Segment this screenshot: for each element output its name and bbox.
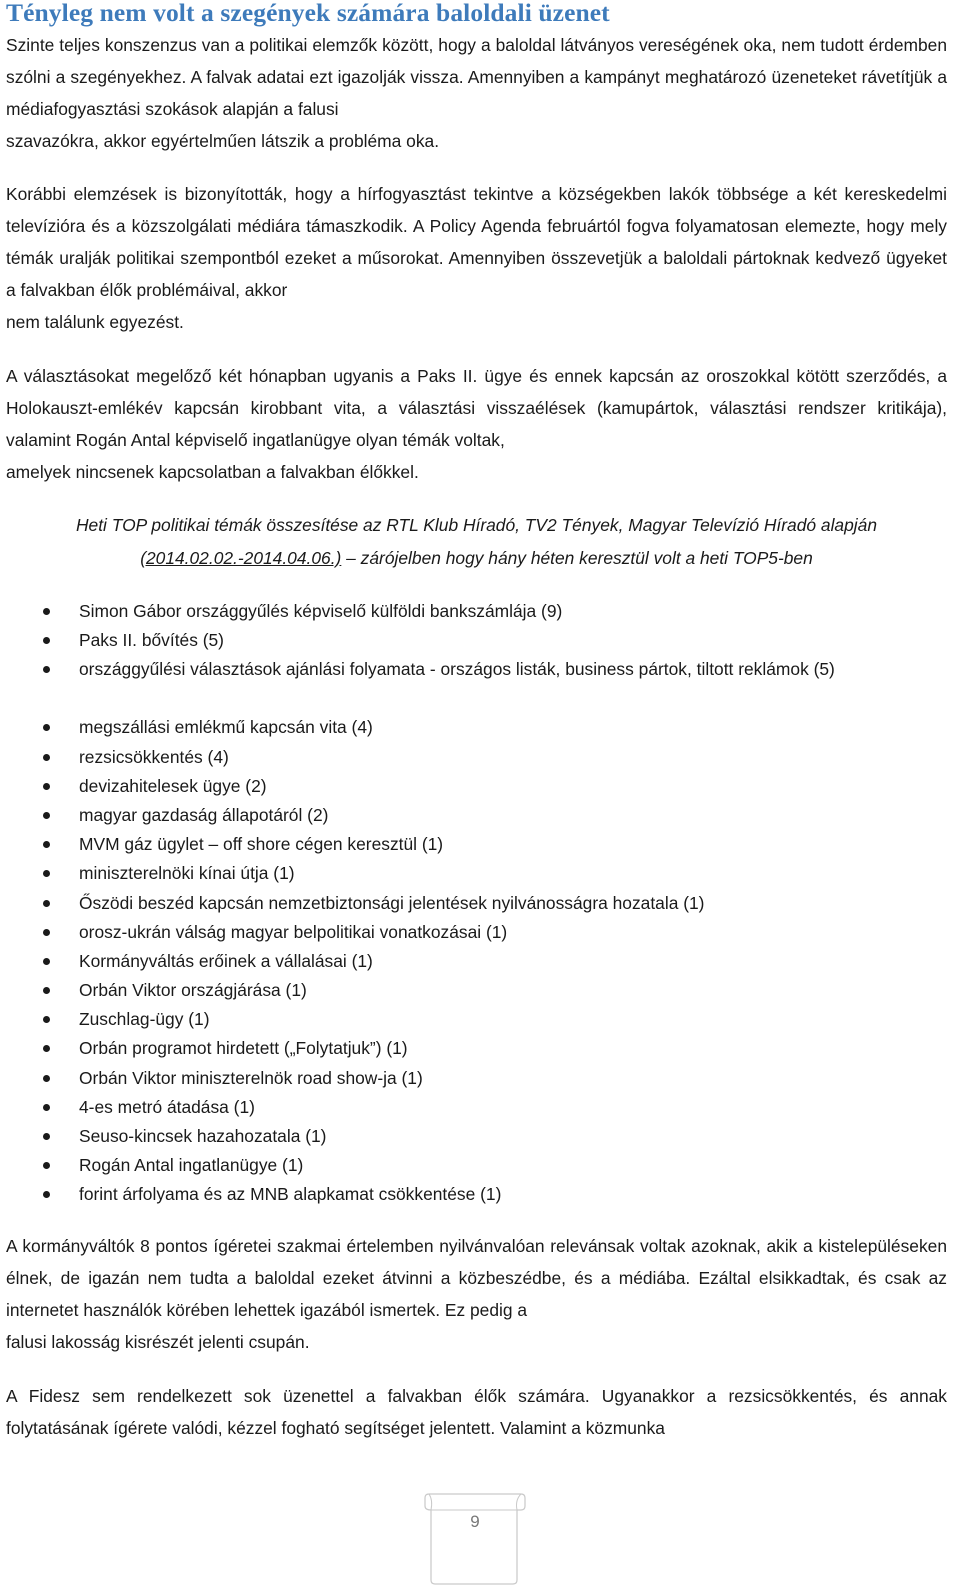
paragraph-2-last-line: nem találunk egyezést. (6, 312, 184, 332)
list-item: Simon Gábor országgyűlés képviselő külföldi bankszámlája (9) (0, 597, 900, 626)
list-item: rezsicsökkentés (4) (0, 743, 900, 772)
list-item: forint árfolyama és az MNB alapkamat csökkentése (1) (0, 1180, 900, 1209)
paragraph-3-last-line: amelyek nincsenek kapcsolatban a falvakban élőkkel. (6, 462, 419, 482)
scroll-ornament-icon (421, 1492, 529, 1585)
paragraph-3 (6, 360, 947, 488)
paragraph-4-last-line: falusi lakosság kisrészét jelenti csupán. (6, 1332, 310, 1352)
list-item: Rogán Antal ingatlanügye (1) (0, 1151, 900, 1180)
paragraph-3-body: A választásokat megelőző két hónapban ugyanis a Paks II. ügye és ennek kapcsán az oroszokkal kötött szerződés, a Holokauszt-emlékév kapcsán kirobbant vita, a választási visszaélések (kamupártok, választási rendszer kritikája), valamint Rogán Antal képviselő ingatlanügye olyan témák voltak, (6, 366, 947, 450)
paragraph-1-body: Szinte teljes konszenzus van a politikai elemzők között, hogy a baloldal látványos vereségének oka, nem tudott érdemben szólni a szegényekhez. A falvak adatai ezt igazolják vissza. Amennyiben a kampányt meghatározó üzeneteket rávetítjük a médiafogyasztási szokások alapján a falusi (6, 35, 947, 119)
list-item: Seuso-kincsek hazahozatala (1) (0, 1122, 900, 1151)
list-item: devizahitelesek ügye (2) (0, 772, 900, 801)
list-caption (6, 509, 947, 575)
page-number: 9 (470, 1512, 480, 1531)
list-item: Paks II. bővítés (5) (0, 626, 900, 655)
caption-line-1: Heti TOP politikai témák összesítése az RTL Klub Híradó, TV2 Tények, Magyar Televízió Híradó alapján (76, 515, 877, 535)
list-item: Zuschlag-ügy (1) (0, 1005, 900, 1034)
list-item: orosz-ukrán válság magyar belpolitikai vonatkozásai (1) (0, 918, 900, 947)
list-item: MVM gáz ügylet – off shore cégen keresztül (1) (0, 830, 900, 859)
caption-date-range: (2014.02.02.-2014.04.06.) (140, 548, 342, 568)
paragraph-5-body: A Fidesz sem rendelkezett sok üzenettel a falvakban élők számára. Ugyanakkor a rezsicsökkentés, és annak folytatásának ígérete valódi, kézzel fogható segítséget jelentett. Valamint a közmunka (6, 1386, 947, 1438)
paragraph-4-body: A kormányváltók 8 pontos ígéretei szakmai értelemben nyilvánvalóan relevánsak voltak azoknak, akik a kistelepüléseken élnek, de igazán nem tudta a baloldal ezeket átvinni a közbeszédbe, és a médiába. Ezáltal elsikkadtak, és csak az internetet használók körében lehettek igazából ismertek. Ez pedig a (6, 1236, 947, 1320)
topic-list (0, 597, 900, 1210)
list-item: Orbán programot hirdetett („Folytatjuk”) (1) (0, 1034, 900, 1063)
paragraph-4 (6, 1230, 947, 1358)
paragraph-5 (6, 1380, 947, 1444)
list-item: Orbán Viktor miniszterelnök road show-ja (1) (0, 1064, 900, 1093)
list-item: megszállási emlékmű kapcsán vita (4) (0, 713, 900, 742)
caption-line-2: – zárójelben hogy hány héten keresztül volt a heti TOP5-ben (341, 548, 813, 568)
list-item: Őszödi beszéd kapcsán nemzetbiztonsági jelentések nyilvánosságra hozatala (1) (0, 889, 900, 918)
list-item: 4-es metró átadása (1) (0, 1093, 900, 1122)
list-item: magyar gazdaság állapotáról (2) (0, 801, 900, 830)
paragraph-2-body: Korábbi elemzések is bizonyították, hogy a hírfogyasztást tekintve a községekben lakók többsége a két kereskedelmi televízióra és a közszolgálati médiára támaszkodik. A Policy Agenda februártól fogva folyamatosan elemezte, hogy mely témák uralják politikai szempontból ezeket a műsorokat. Amennyiben összevetjük a baloldali pártoknak kedvező ügyeket a falvakban élők problémáival, akkor (6, 184, 947, 300)
list-item: Orbán Viktor országjárása (1) (0, 976, 900, 1005)
list-item: Kormányváltás erőinek a vállalásai (1) (0, 947, 900, 976)
paragraph-2 (6, 178, 947, 338)
page-number-scroll (421, 1492, 529, 1585)
list-item: miniszterelnöki kínai útja (1) (0, 859, 900, 888)
list-item: országgyűlési választások ajánlási folyamata - országos listák, business pártok, tiltott reklámok (5) (0, 655, 869, 713)
section-heading: Tényleg nem volt a szegények számára baloldali üzenet (6, 0, 610, 27)
paragraph-1-last-line: szavazókra, akkor egyértelműen látszik a probléma oka. (6, 131, 440, 151)
paragraph-1 (6, 29, 947, 157)
